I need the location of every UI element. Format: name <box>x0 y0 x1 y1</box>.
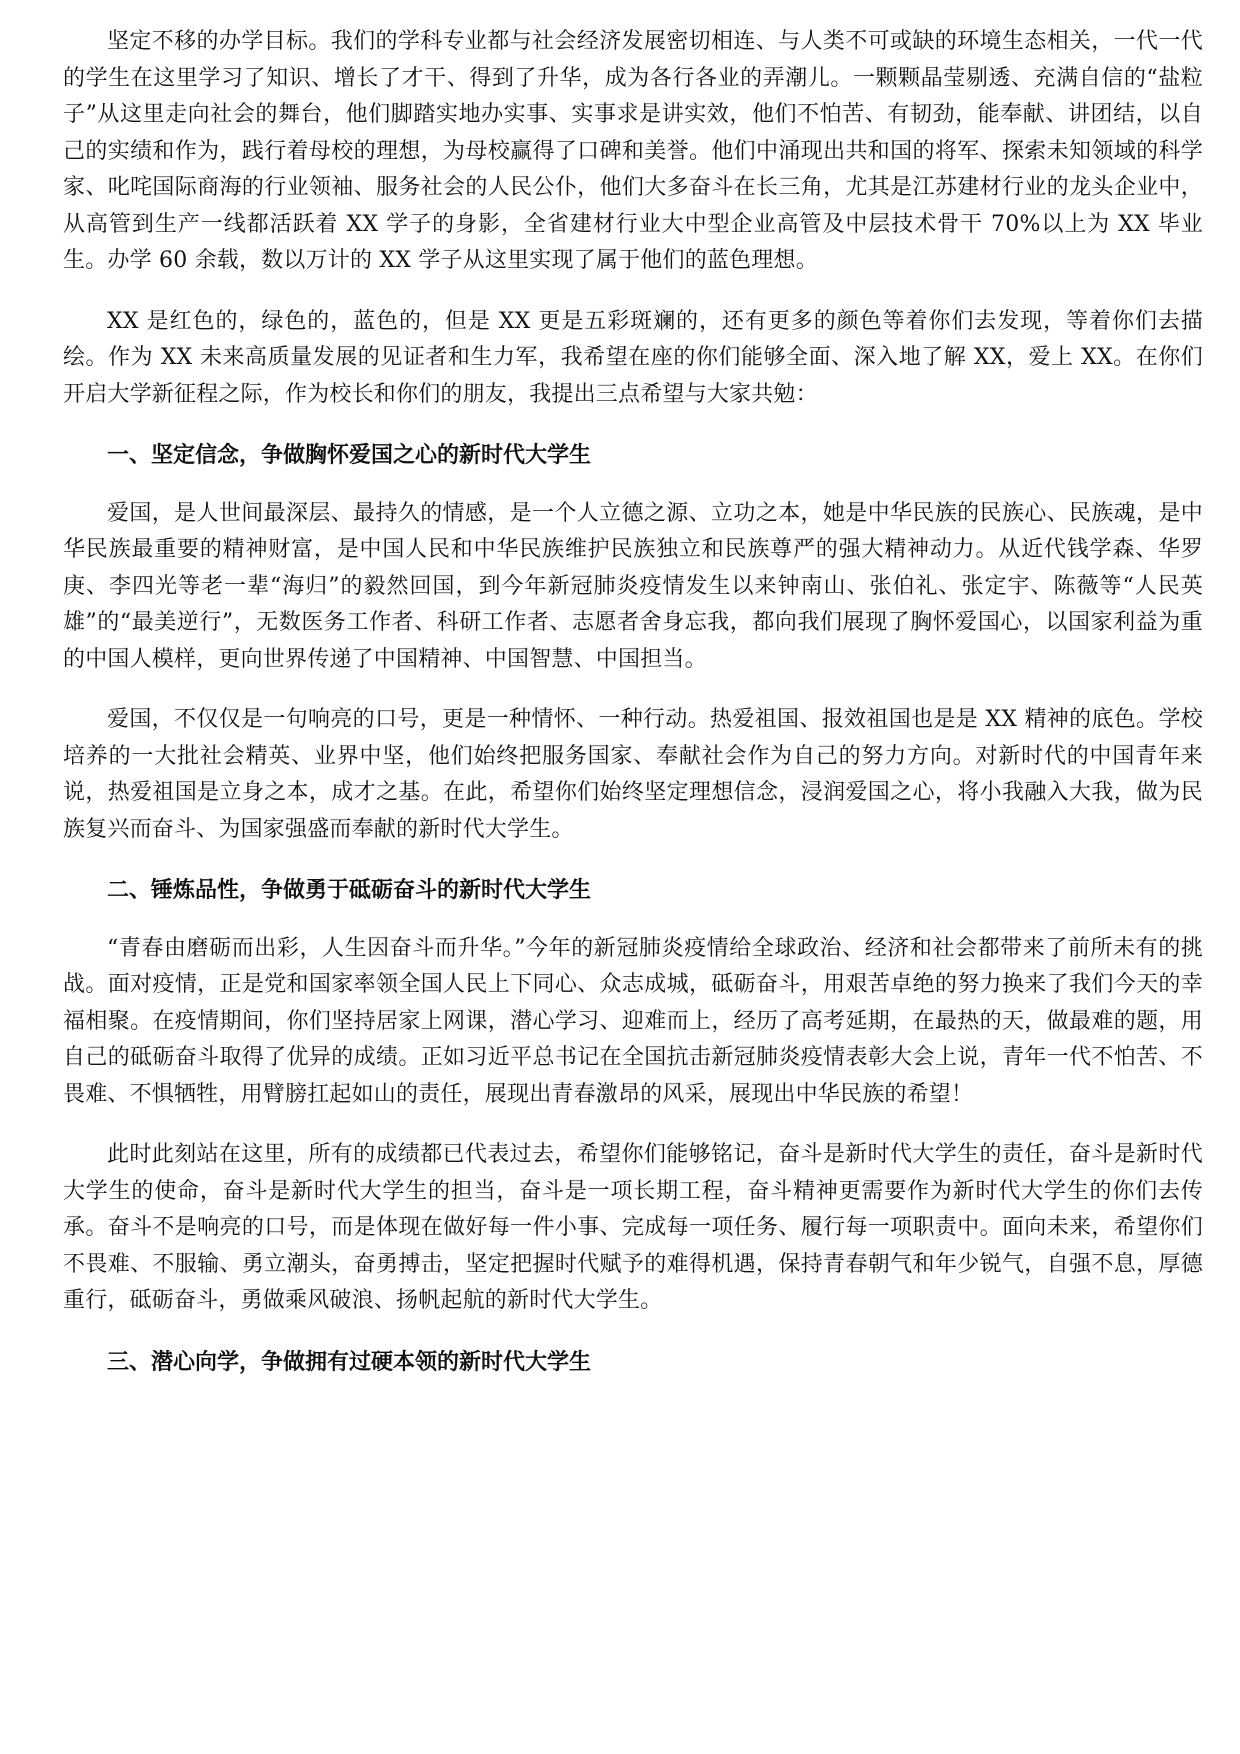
body-paragraph: 爱国，不仅仅是一句响亮的口号，更是一种情怀、一种行动。热爱祖国、报效祖国也是是 XX 精神的底色。学校培养的一大批社会精英、业界中坚，他们始终把服务国家、奉献社会作为自己的努力方向。对新时代的中国青年来说，热爱祖国是立身之本，成才之基。在此，希望你们始终坚定理想信念，浸润爱国之心，将小我融入大我，做为民族复兴而奋斗、为国家强盛而奉献的新时代大学生。 <box>63 707 1203 842</box>
body-paragraph: XX 是红色的，绿色的，蓝色的，但是 XX 更是五彩斑斓的，还有更多的颜色等着你们去发现，等着你们去描绘。作为 XX 未来高质量发展的见证者和生力军，我希望在座的你们能够全面、深入地了解 XX，爱上 XX。在你们开启大学新征程之际，作为校长和你们的朋友，我提出三点希望与大家共勉： <box>63 308 1203 407</box>
body-paragraph: “青春由磨砺而出彩，人生因奋斗而升华。”今年的新冠肺炎疫情给全球政治、经济和社会都带来了前所未有的挑战。面对疫情，正是党和国家率领全国人民上下同心、众志成城，砥砺奋斗，用艰苦卓绝的努力换来了我们今天的幸福相聚。在疫情期间，你们坚持居家上网课，潜心学习、迎难而上，经历了高考延期，在最热的天，做最难的题，用自己的砥砺奋斗取得了优异的成绩。正如习近平总书记在全国抗击新冠肺炎疫情表彰大会上说，青年一代不怕苦、不畏难、不惧牺牲，用臂膀扛起如山的责任，展现出青春激昂的风采，展现出中华民族的希望！ <box>63 935 1203 1107</box>
section-heading: 二、锤炼品性，争做勇于砥砺奋斗的新时代大学生 <box>107 877 592 903</box>
body-paragraph: 爱国，是人世间最深层、最持久的情感，是一个人立德之源、立功之本，她是中华民族的民族心、民族魂，是中华民族最重要的精神财富，是中国人民和中华民族维护民族独立和民族尊严的强大精神动力。从近代钱学森、华罗庚、李四光等老一辈“海归”的毅然回国，到今年新冠肺炎疫情发生以来钟南山、张伯礼、张定宇、陈薇等“人民英雄”的“最美逆行”，无数医务工作者、科研工作者、志愿者舍身忘我，都向我们展现了胸怀爱国心，以国家利益为重的中国人模样，更向世界传递了中国精神、中国智慧、中国担当。 <box>63 500 1203 672</box>
section-heading: 一、坚定信念，争做胸怀爱国之心的新时代大学生 <box>107 442 592 468</box>
section-heading: 三、潜心向学，争做拥有过硬本领的新时代大学生 <box>107 1348 592 1375</box>
body-paragraph: 坚定不移的办学目标。我们的学科专业都与社会经济发展密切相连、与人类不可或缺的环境生态相关，一代一代的学生在这里学习了知识、增长了才干、得到了升华，成为各行各业的弄潮儿。一颗颗晶莹剔透、充满自信的“盐粒子”从这里走向社会的舞台，他们脚踏实地办实事、实事求是讲实效，他们不怕苦、有韧劲，能奉献、讲团结，以自己的实绩和作为，践行着母校的理想，为母校赢得了口碑和美誉。他们中涌现出共和国的将军、探索未知领域的科学家、叱咤国际商海的行业领袖、服务社会的人民公仆，他们大多奋斗在长三角，尤其是江苏建材行业的龙头企业中，从高管到生产一线都活跃着 XX 学子的身影，全省建材行业大中型企业高管及中层技术骨干 70%以上为 XX 毕业生。办学 60 余载，数以万计的 XX 学子从这里实现了属于他们的蓝色理想。 <box>63 29 1203 273</box>
body-paragraph: 此时此刻站在这里，所有的成绩都已代表过去，希望你们能够铭记，奋斗是新时代大学生的责任，奋斗是新时代大学生的使命，奋斗是新时代大学生的担当，奋斗是一项长期工程，奋斗精神更需要作为新时代大学生的你们去传承。奋斗不是响亮的口号，而是体现在做好每一件小事、完成每一项任务、履行每一项职责中。面向未来，希望你们不畏难、不服输、勇立潮头，奋勇搏击，坚定把握时代赋予的难得机遇，保持青春朝气和年少锐气，自强不息，厚德重行，砥砺奋斗，勇做乘风破浪、扬帆起航的新时代大学生。 <box>63 1142 1203 1313</box>
document-page <box>63 24 1203 1402</box>
